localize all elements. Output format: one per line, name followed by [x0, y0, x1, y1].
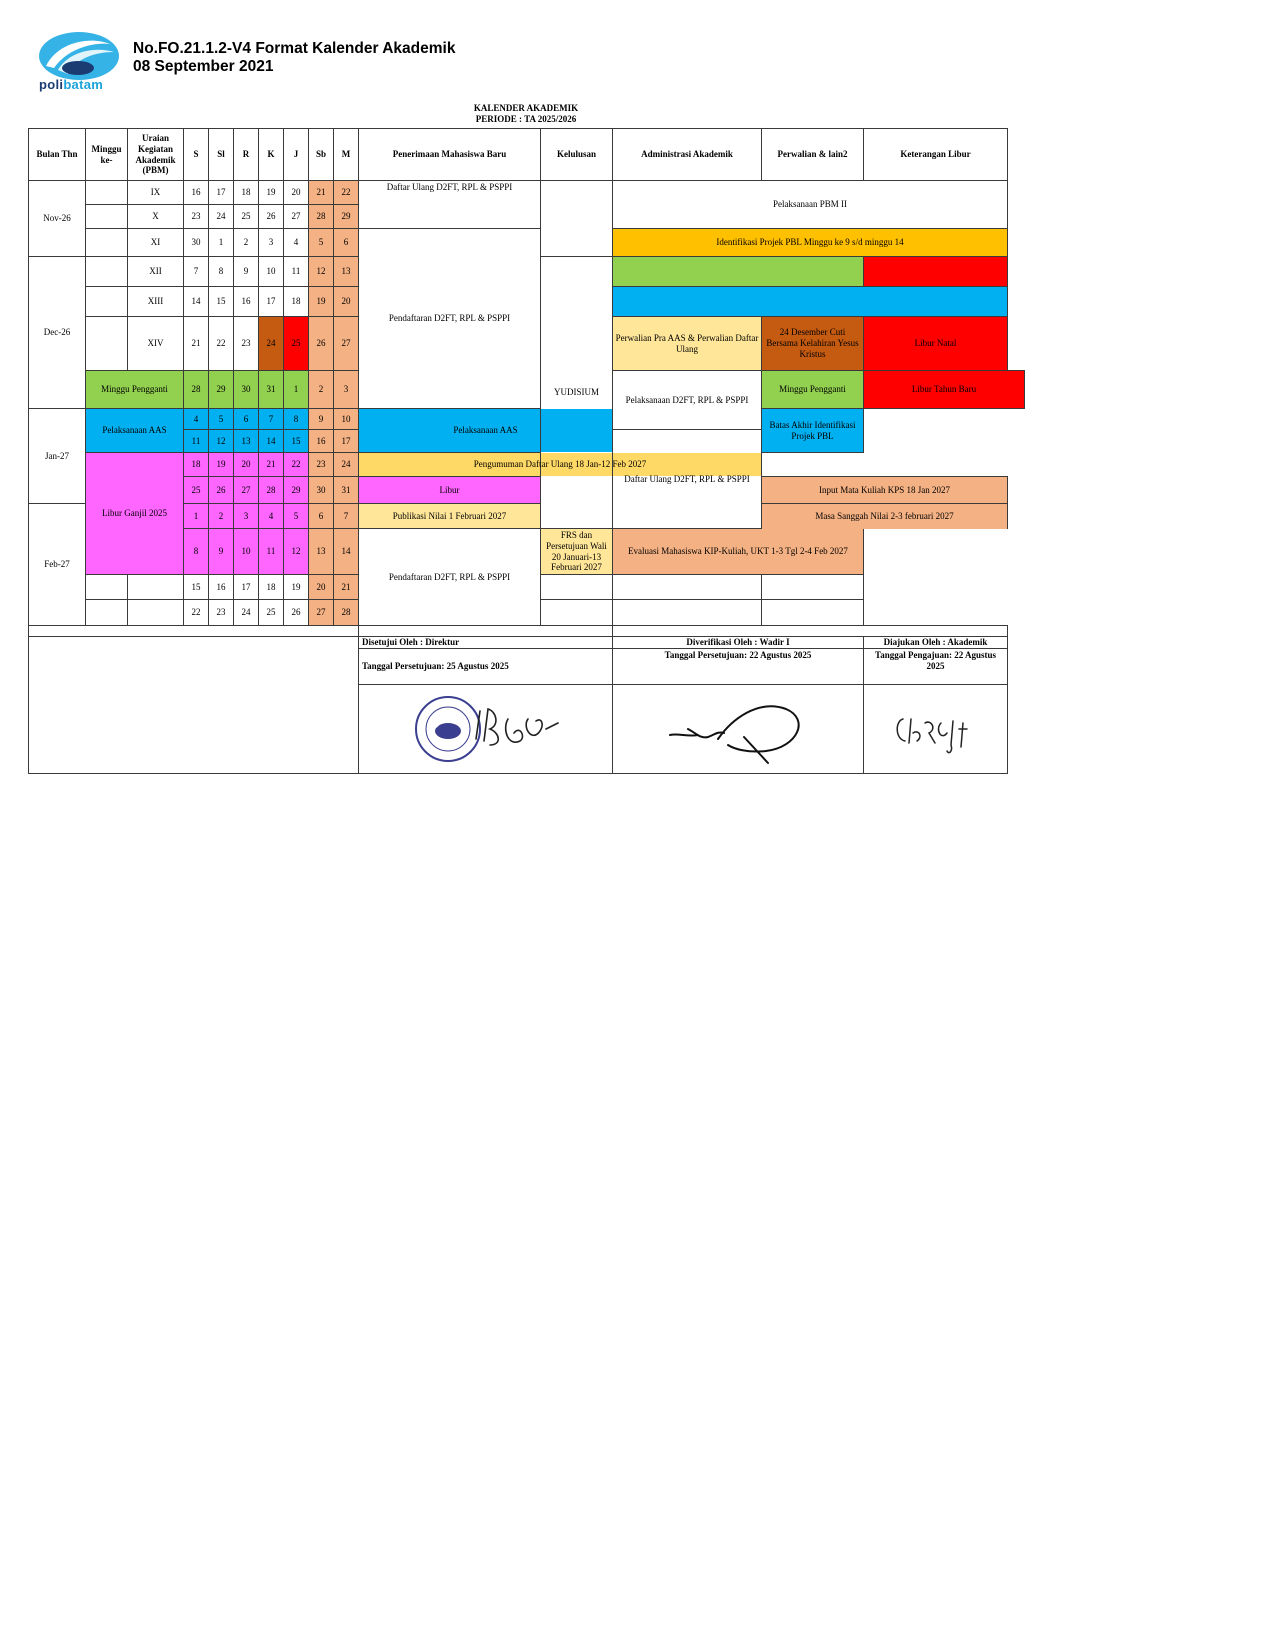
day-cell: 16 [309, 430, 334, 453]
day-cell: 5 [284, 504, 309, 529]
day-cell: 28 [184, 371, 209, 409]
day-cell: 19 [209, 453, 234, 477]
libur: Libur [359, 477, 541, 504]
spacer-left [29, 626, 359, 637]
pelaksanaan-aas: Pelaksanaan AAS [86, 409, 184, 453]
day-cell: 25 [284, 317, 309, 371]
day-cell: 22 [184, 600, 209, 626]
libur-tahun-baru: Libur Tahun Baru [864, 371, 1025, 409]
green-block [613, 257, 864, 287]
day-cell: 14 [334, 529, 359, 575]
day-cell: 24 [259, 317, 284, 371]
day-cell: 21 [334, 575, 359, 600]
day-cell: 6 [234, 409, 259, 430]
day-cell: 17 [209, 181, 234, 205]
day-cell: 23 [184, 205, 209, 229]
pelaksanaan-aas-admin: Pelaksanaan AAS [359, 409, 613, 453]
day-cell: 2 [234, 229, 259, 257]
day-cell: 29 [209, 371, 234, 409]
col-day: J [284, 129, 309, 181]
day-cell: 10 [334, 409, 359, 430]
day-cell: 4 [184, 409, 209, 430]
pmb-pendaftaran: Pendaftaran D2FT, RPL & PSPPI [359, 229, 541, 409]
pengumuman-daftar-ulang: Pengumuman Daftar Ulang 18 Jan-12 Feb 2027 [359, 453, 762, 477]
table-row [29, 181, 1025, 205]
day-cell: 19 [259, 181, 284, 205]
day-cell: 19 [309, 287, 334, 317]
col-day: Sl [209, 129, 234, 181]
perwalian-pra-aas: Perwalian Pra AAS & Perwalian Daftar Ulang [613, 317, 762, 371]
day-cell: 23 [309, 453, 334, 477]
diverifikasi-oleh: Diverifikasi Oleh : Wadir I [613, 637, 864, 649]
day-cell: 28 [259, 477, 284, 504]
day-cell: 18 [184, 453, 209, 477]
day-cell: 29 [334, 205, 359, 229]
day-cell: 14 [259, 430, 284, 453]
day-cell: 26 [209, 477, 234, 504]
day-cell: 9 [234, 257, 259, 287]
form-code: No.FO.21.1.2-V4 Format Kalender Akademik [133, 40, 456, 57]
minggu-cell [86, 181, 128, 205]
day-cell: 1 [184, 504, 209, 529]
minggu-cell [86, 575, 128, 600]
day-cell: 17 [334, 430, 359, 453]
day-cell: 21 [259, 453, 284, 477]
day-cell: 2 [209, 504, 234, 529]
day-cell: 25 [184, 477, 209, 504]
day-cell: 26 [309, 317, 334, 371]
month-label: Nov-26 [29, 181, 86, 257]
day-cell: 28 [334, 600, 359, 626]
col-day: M [334, 129, 359, 181]
approval-header-row [29, 637, 1025, 649]
month-label: Jan-27 [29, 409, 86, 504]
day-cell: 16 [209, 575, 234, 600]
libur-ganjil: Libur Ganjil 2025 [86, 453, 184, 575]
evaluasi-mahasiswa: Evaluasi Mahasiswa KIP-Kuliah, UKT 1-3 Tgl 2-4 Feb 2027 [613, 529, 864, 575]
day-cell: 8 [284, 409, 309, 430]
pbm-week: XI [128, 229, 184, 257]
libur-empty [762, 600, 864, 626]
disetujui-oleh: Disetujui Oleh : Direktur [359, 637, 613, 649]
day-cell: 16 [234, 287, 259, 317]
minggu-pengganti: Minggu Pengganti [86, 371, 184, 409]
day-cell: 7 [334, 504, 359, 529]
tanggal-persetujuan-wadir: Tanggal Persetujuan: 22 Agustus 2025 [613, 648, 864, 684]
day-cell: 12 [209, 430, 234, 453]
col-admin: Administrasi Akademik [613, 129, 762, 181]
day-cell: 15 [184, 575, 209, 600]
signature-akademik [864, 684, 1008, 773]
day-cell: 27 [309, 600, 334, 626]
admin-empty [541, 575, 613, 600]
col-day: S [184, 129, 209, 181]
col-pmb: Penerimaan Mahasiswa Baru [359, 129, 541, 181]
pbm-week: IX [128, 181, 184, 205]
day-cell: 6 [309, 504, 334, 529]
day-cell: 29 [284, 477, 309, 504]
pmb-pelaksanaan: Pelaksanaan D2FT, RPL & PSPPI [613, 371, 762, 430]
tanggal-pengajuan: Tanggal Pengajuan: 22 Agustus 2025 [864, 648, 1008, 684]
input-kps: Input Mata Kuliah KPS 18 Jan 2027 [762, 477, 1008, 504]
day-cell: 10 [234, 529, 259, 575]
day-cell: 4 [259, 504, 284, 529]
day-cell: 4 [284, 229, 309, 257]
pbm-week: XIII [128, 287, 184, 317]
form-date: 08 September 2021 [133, 58, 274, 75]
minggu-cell [86, 600, 128, 626]
day-cell: 12 [284, 529, 309, 575]
day-cell: 25 [234, 205, 259, 229]
day-cell: 14 [184, 287, 209, 317]
col-day: K [259, 129, 284, 181]
col-uraian: Uraian Kegiatan Akademik (PBM) [128, 129, 184, 181]
col-day: Sb [309, 129, 334, 181]
day-cell: 23 [234, 317, 259, 371]
pmb-daftar-ulang: Daftar Ulang D2FT, RPL & PSPPI [359, 181, 541, 229]
day-cell: 5 [209, 409, 234, 430]
pbm-week: XIV [128, 317, 184, 371]
col-day: R [234, 129, 259, 181]
day-cell: 31 [259, 371, 284, 409]
minggu-cell [86, 205, 128, 229]
day-cell: 31 [334, 477, 359, 504]
frs-persetujuan: FRS dan Persetujuan Wali 20 Januari-13 Februari 2027 [541, 529, 613, 575]
day-cell: 22 [284, 453, 309, 477]
day-cell: 3 [334, 371, 359, 409]
perwalian-empty [613, 575, 762, 600]
month-label: Dec-26 [29, 257, 86, 409]
table-row [29, 229, 1025, 257]
day-cell: 12 [309, 257, 334, 287]
day-cell: 24 [334, 453, 359, 477]
day-cell: 19 [284, 575, 309, 600]
month-label: Feb-27 [29, 504, 86, 626]
logo-wordmark: polibatam [39, 77, 104, 92]
diajukan-oleh: Diajukan Oleh : Akademik [864, 637, 1008, 649]
day-cell: 27 [334, 317, 359, 371]
day-cell: 8 [209, 257, 234, 287]
day-cell: 26 [259, 205, 284, 229]
blue-block [613, 287, 1008, 317]
pbm-cell [128, 600, 184, 626]
day-cell: 2 [309, 371, 334, 409]
day-cell: 5 [309, 229, 334, 257]
day-cell: 8 [184, 529, 209, 575]
col-bulan: Bulan Thn [29, 129, 86, 181]
minggu-pengganti-admin: Minggu Pengganti [762, 371, 864, 409]
table-row [29, 409, 1025, 430]
academic-calendar-table [28, 128, 1025, 774]
day-cell: 26 [284, 600, 309, 626]
pbm-ii: Pelaksanaan PBM II [613, 181, 1008, 229]
day-cell: 11 [259, 529, 284, 575]
day-cell: 30 [309, 477, 334, 504]
day-cell: 10 [259, 257, 284, 287]
day-cell: 9 [309, 409, 334, 430]
day-cell: 3 [259, 229, 284, 257]
day-cell: 22 [209, 317, 234, 371]
libur-natal: Libur Natal [864, 317, 1008, 371]
day-cell: 20 [309, 575, 334, 600]
batas-pbl: Batas Akhir Identifikasi Projek PBL [762, 409, 864, 453]
day-cell: 13 [334, 257, 359, 287]
day-cell: 9 [209, 529, 234, 575]
day-cell: 20 [234, 453, 259, 477]
day-cell: 30 [184, 229, 209, 257]
day-cell: 13 [234, 430, 259, 453]
minggu-cell [86, 287, 128, 317]
signature-wadir [613, 684, 864, 773]
cuti-bersama: 24 Desember Cuti Bersama Kelahiran Yesus Kristus [762, 317, 864, 371]
day-cell: 21 [309, 181, 334, 205]
day-cell: 18 [259, 575, 284, 600]
day-cell: 20 [284, 181, 309, 205]
masa-sanggah: Masa Sanggah Nilai 2-3 februari 2027 [762, 504, 1008, 529]
col-perwalian: Perwalian & lain2 [762, 129, 864, 181]
header-row [29, 129, 1025, 181]
day-cell: 30 [234, 371, 259, 409]
day-cell: 13 [309, 529, 334, 575]
admin-empty [541, 600, 613, 626]
day-cell: 18 [234, 181, 259, 205]
day-cell: 27 [284, 205, 309, 229]
day-cell: 21 [184, 317, 209, 371]
day-cell: 25 [259, 600, 284, 626]
red-block [864, 257, 1008, 287]
signature-direktur [359, 684, 613, 773]
day-cell: 11 [184, 430, 209, 453]
day-cell: 18 [284, 287, 309, 317]
libur-empty [762, 575, 864, 600]
table-row [29, 453, 1025, 477]
pmb-pendaftaran-2: Pendaftaran D2FT, RPL & PSPPI [359, 529, 541, 626]
day-cell: 15 [284, 430, 309, 453]
spacer-right [613, 626, 1008, 637]
identifikasi-pbl: Identifikasi Projek PBL Minggu ke 9 s/d minggu 14 [613, 229, 1008, 257]
day-cell: 15 [209, 287, 234, 317]
col-libur: Keterangan Libur [864, 129, 1008, 181]
calendar-title: KALENDER AKADEMIK [473, 103, 579, 113]
day-cell: 16 [184, 181, 209, 205]
day-cell: 24 [209, 205, 234, 229]
day-cell: 1 [284, 371, 309, 409]
col-kelulusan: Kelulusan [541, 129, 613, 181]
day-cell: 6 [334, 229, 359, 257]
perwalian-empty [613, 600, 762, 626]
day-cell: 11 [284, 257, 309, 287]
day-cell: 17 [234, 575, 259, 600]
approval-blank [29, 637, 359, 774]
day-cell: 7 [259, 409, 284, 430]
minggu-cell [86, 229, 128, 257]
day-cell: 20 [334, 287, 359, 317]
day-cell: 24 [234, 600, 259, 626]
day-cell: 22 [334, 181, 359, 205]
spacer-row [29, 626, 1025, 637]
pbm-week: XII [128, 257, 184, 287]
calendar-period: PERIODE : TA 2025/2026 [475, 114, 577, 124]
day-cell: 27 [234, 477, 259, 504]
spacer-mid [359, 626, 613, 637]
day-cell: 28 [309, 205, 334, 229]
pbm-week: X [128, 205, 184, 229]
day-cell: 3 [234, 504, 259, 529]
day-cell: 7 [184, 257, 209, 287]
pmb-daftar-ulang-2: Daftar Ulang D2FT, RPL & PSPPI [613, 430, 762, 529]
day-cell: 1 [209, 229, 234, 257]
col-minggu: Minggu ke- [86, 129, 128, 181]
yudisium: YUDISIUM [541, 257, 613, 529]
official-stamp [416, 697, 480, 761]
kelulusan-empty [541, 181, 613, 257]
pbm-cell [128, 575, 184, 600]
minggu-cell [86, 317, 128, 371]
day-cell: 17 [259, 287, 284, 317]
tanggal-persetujuan-direktur: Tanggal Persetujuan: 25 Agustus 2025 [359, 648, 613, 684]
minggu-cell [86, 257, 128, 287]
day-cell: 23 [209, 600, 234, 626]
publikasi-nilai: Publikasi Nilai 1 Februari 2027 [359, 504, 541, 529]
